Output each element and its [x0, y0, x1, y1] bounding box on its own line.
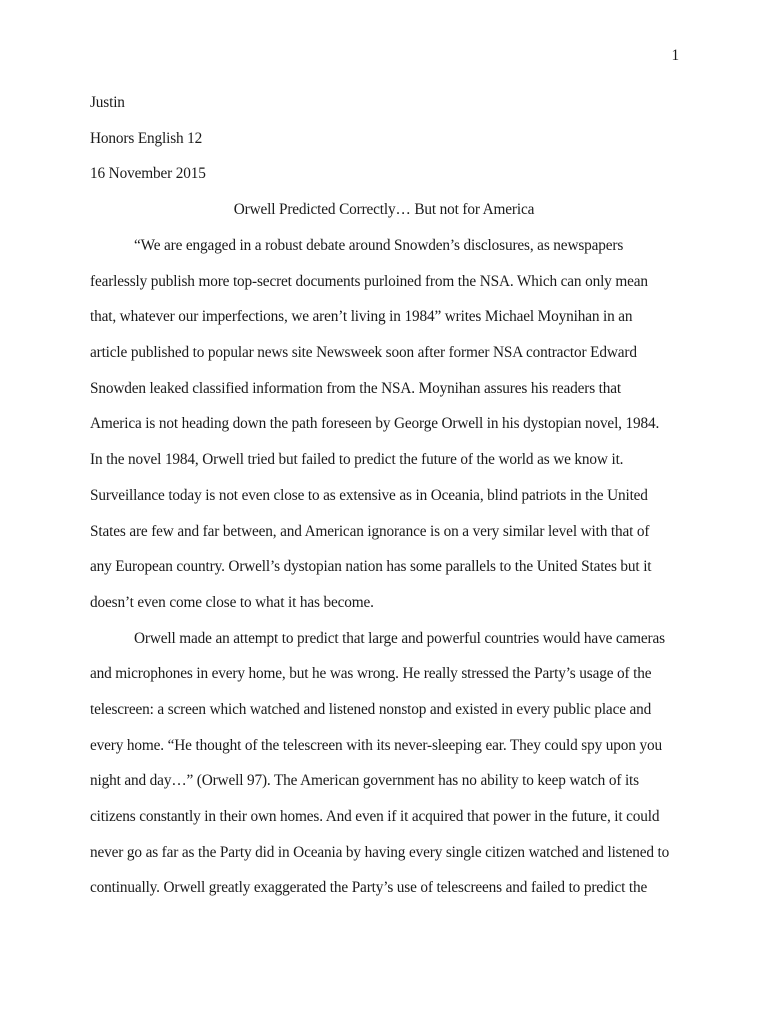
author-name: Justin — [90, 94, 125, 111]
essay-body — [90, 236, 690, 914]
body-line: Orwell made an attempt to predict that large and powerful countries would have cameras — [134, 629, 665, 647]
body-line: article published to popular news site Newsweek soon after former NSA contractor Edward — [90, 344, 637, 362]
essay-title: Orwell Predicted Correctly… But not for America — [233, 201, 535, 218]
course-name: Honors English 12 — [90, 129, 203, 147]
body-line: telescreen: a screen which watched and listened nonstop and existed in every public place and — [90, 700, 652, 718]
body-line: doesn’t even come close to what it has become. — [90, 593, 374, 611]
body-line: Surveillance today is not even close to as extensive as in Oceania, blind patriots in the United — [90, 486, 648, 504]
body-line: night and day…” (Orwell 97). The American government has no ability to keep watch of its — [90, 772, 639, 790]
body-line: citizens constantly in their own homes. And even if it acquired that power in the future, it could — [90, 808, 660, 825]
body-line: continually. Orwell greatly exaggerated the Party’s use of telescreens and failed to predict the — [90, 879, 648, 897]
body-line: any European country. Orwell’s dystopian nation has some parallels to the United States but it — [90, 558, 652, 576]
body-line: “We are engaged in a robust debate around Snowden’s disclosures, as newspapers — [134, 237, 624, 254]
body-line: that, whatever our imperfections, we aren’t living in 1984” writes Michael Moynihan in an — [90, 308, 633, 326]
body-line: Snowden leaked classified information from the NSA. Moynihan assures his readers that — [90, 379, 622, 397]
body-line: In the novel 1984, Orwell tried but failed to predict the future of the world as we know it. — [90, 451, 624, 469]
body-line: America is not heading down the path foreseen by George Orwell in his dystopian novel, 1984. — [90, 415, 660, 433]
body-line: and microphones in every home, but he was wrong. He really stressed the Party’s usage of the — [90, 665, 652, 683]
body-line: every home. “He thought of the telescreen with its never-sleeping ear. They could spy upon you — [90, 736, 662, 754]
body-line: fearlessly publish more top-secret documents purloined from the NSA. Which can only mean — [90, 272, 648, 290]
page-number: 1 — [671, 47, 679, 64]
body-line: States are few and far between, and American ignorance is on a very similar level with that of — [90, 522, 650, 540]
essay-date: 16 November 2015 — [90, 165, 206, 183]
mla-header — [90, 93, 690, 200]
body-line: never go as far as the Party did in Oceania by having every single citizen watched and listened to — [90, 843, 670, 861]
